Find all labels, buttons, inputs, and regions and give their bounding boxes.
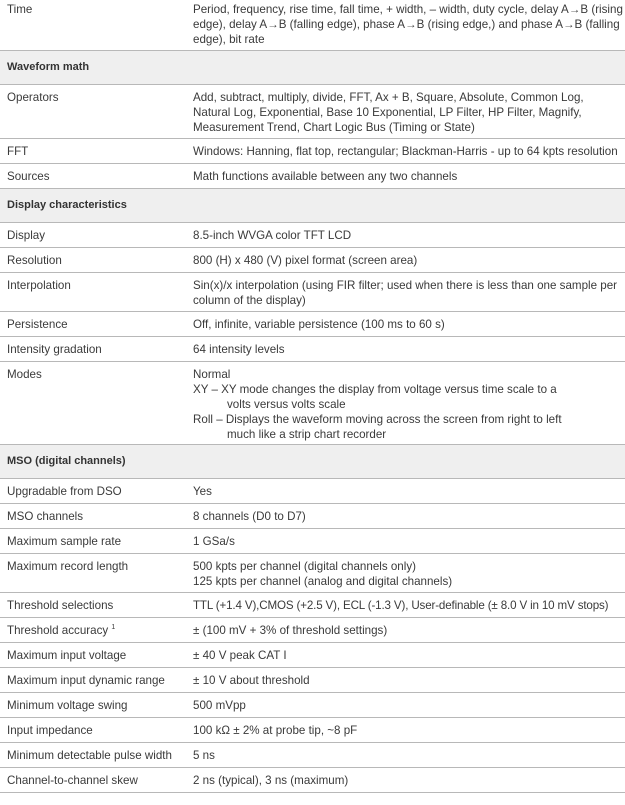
spec-label: Minimum voltage swing [7, 699, 128, 712]
spec-row-display [0, 223, 625, 248]
mode-roll-cont: much like a strip chart recorder [227, 428, 387, 441]
spec-row-pulse-width [0, 743, 625, 768]
mode-xy: XY – XY mode changes the display from voltage versus time scale to a [193, 383, 557, 396]
spec-label: Display [7, 229, 46, 242]
spec-value [193, 365, 625, 442]
spec-label: Time [7, 3, 33, 16]
spec-label: FFT [7, 145, 29, 158]
section-heading-waveform-math: Waveform math [0, 51, 625, 85]
spec-row-intensity [0, 337, 625, 362]
spec-value: 8.5-inch WVGA color TFT LCD [193, 229, 352, 242]
spec-row-operators [0, 85, 625, 139]
spec-value: TTL (+1.4 V),CMOS (+2.5 V), ECL (-1.3 V), User-definable (± 8.0 V in 10 mV stops) [193, 599, 609, 612]
mode-roll: Roll – Displays the waveform moving across the screen from right to left [193, 413, 562, 426]
spec-value: Sin(x)/x interpolation (using FIR filter; used when there is less than one sample per column of the display) [193, 279, 618, 307]
spec-label: Modes [7, 368, 42, 381]
spec-value: 500 mVpp [193, 699, 246, 712]
spec-value: Off, infinite, variable persistence (100 ms to 60 s) [193, 318, 445, 331]
spec-value: ± 40 V peak CAT I [193, 649, 287, 662]
spec-row-interpolation [0, 273, 625, 312]
threshold-accuracy-label: Threshold accuracy [7, 624, 109, 637]
spec-row-modes [0, 362, 625, 445]
mode-xy-cont: volts versus volts scale [227, 398, 346, 411]
spec-label: Maximum sample rate [7, 535, 122, 548]
section-heading-mso: MSO (digital channels) [0, 445, 625, 479]
spec-value: 100 kΩ ± 2% at probe tip, ~8 pF [193, 724, 358, 737]
spec-label: Operators [7, 91, 59, 104]
spec-label [7, 623, 115, 638]
spec-label: Intensity gradation [7, 343, 102, 356]
spec-value: Add, subtract, multiply, divide, FFT, Ax + B, Square, Absolute, Common Log, Natural Log, Exponential, Base 10 Exponential, LP Filter, HP Filter, Magnify, Measurement Trend, Chart Logic Bus (Timing or State) [193, 91, 584, 134]
spec-row-input-impedance [0, 718, 625, 743]
spec-value: Yes [193, 485, 212, 498]
spec-label: Maximum input dynamic range [7, 674, 165, 687]
spec-label: Minimum detectable pulse width [7, 749, 172, 762]
spec-label: Interpolation [7, 279, 71, 292]
spec-value: ± 10 V about threshold [193, 674, 310, 687]
footnote-marker: 1 [111, 624, 116, 632]
spec-label: Maximum input voltage [7, 649, 127, 662]
spec-row-sample-rate [0, 529, 625, 554]
spec-label: Persistence [7, 318, 68, 331]
spec-row-skew [0, 768, 625, 793]
spec-label: Channel-to-channel skew [7, 774, 138, 787]
spec-label: Upgradable from DSO [7, 485, 122, 498]
spec-row-resolution [0, 248, 625, 273]
spec-row-persistence [0, 312, 625, 337]
spec-value: Math functions available between any two channels [193, 170, 458, 183]
spec-row-fft [0, 139, 625, 164]
spec-row-dynamic-range [0, 668, 625, 693]
section-heading-display: Display characteristics [0, 189, 625, 223]
spec-row-threshold-selections [0, 593, 625, 618]
spec-label: Resolution [7, 254, 62, 267]
spec-row-threshold-accuracy [0, 618, 625, 643]
spec-value: 2 ns (typical), 3 ns (maximum) [193, 774, 349, 787]
spec-row-time [0, 0, 625, 51]
spec-value: 8 channels (D0 to D7) [193, 510, 306, 523]
spec-value [193, 557, 625, 589]
mode-normal: Normal [193, 368, 231, 381]
spec-label: Sources [7, 170, 50, 183]
record-length-line: 125 kpts per channel (analog and digital channels) [193, 575, 453, 588]
spec-label: Maximum record length [7, 560, 129, 573]
spec-row-voltage-swing [0, 693, 625, 718]
spec-value: 800 (H) x 480 (V) pixel format (screen area) [193, 254, 418, 267]
spec-row-mso-channels [0, 504, 625, 529]
spec-label: Input impedance [7, 724, 93, 737]
spec-value: 64 intensity levels [193, 343, 285, 356]
spec-row-upgradable [0, 479, 625, 504]
spec-label: Threshold selections [7, 599, 114, 612]
spec-label: MSO channels [7, 510, 84, 523]
record-length-line: 500 kpts per channel (digital channels only) [193, 560, 416, 573]
spec-value: 1 GSa/s [193, 535, 235, 548]
spec-value: 5 ns [193, 749, 215, 762]
spec-value: ± (100 mV + 3% of threshold settings) [193, 624, 388, 637]
spec-row-sources [0, 164, 625, 189]
spec-value: Windows: Hanning, flat top, rectangular; Blackman-Harris - up to 64 kpts resolution [193, 145, 618, 158]
spec-row-record-length [0, 554, 625, 593]
spec-value: Period, frequency, rise time, fall time, + width, – width, duty cycle, delay A→B (rising edge), delay A→B (falling edge), phase A→B (rising edge,) and phase A→B (falling edge), bit rate [193, 3, 623, 46]
spec-row-max-input-voltage [0, 643, 625, 668]
